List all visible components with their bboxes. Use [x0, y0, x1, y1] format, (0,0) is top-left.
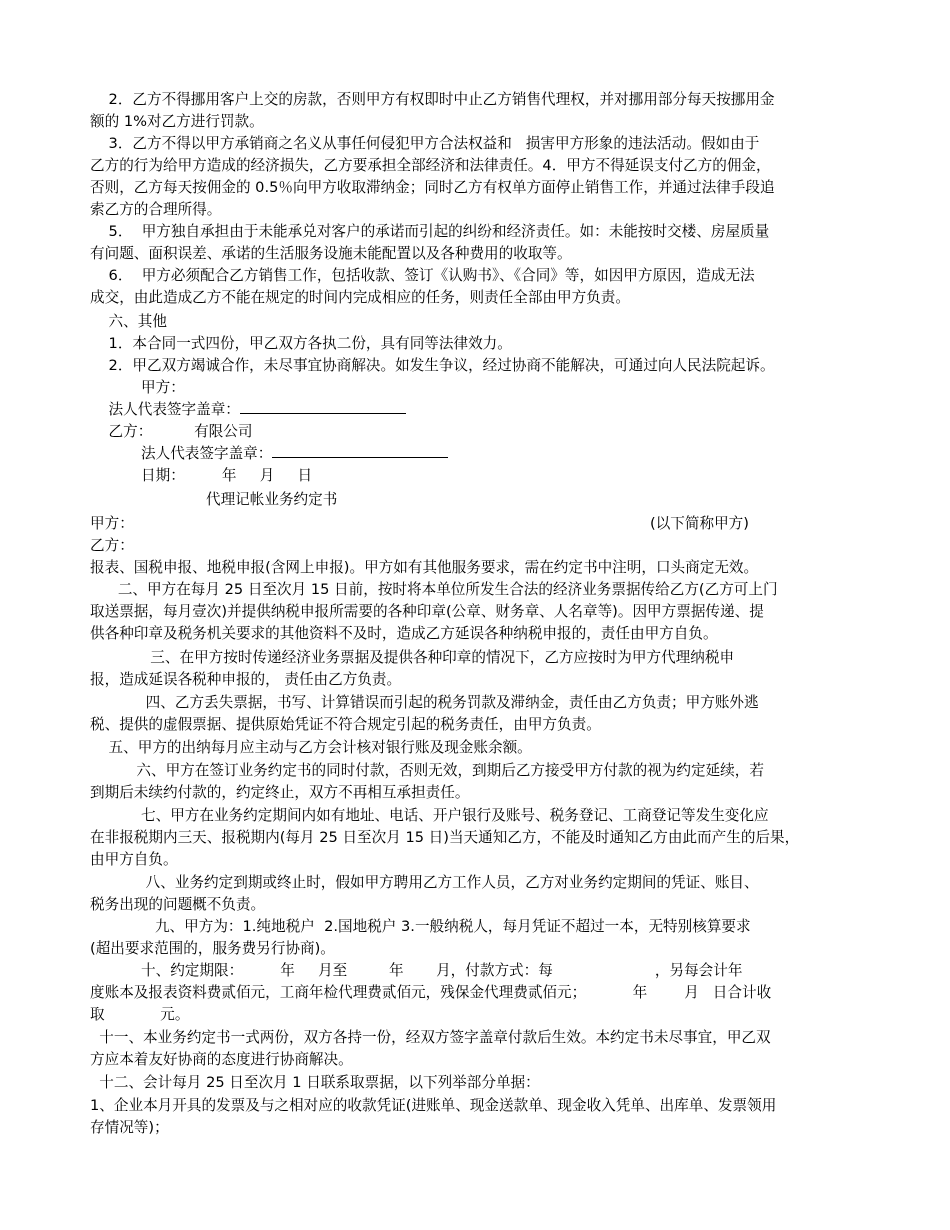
text-line: 十一、本业务约定书一式两份，双方各持一份，经双方签字盖章付款后生效。本约定书未尽事宜，甲乙双 [90, 1029, 771, 1046]
text-line: 成交，由此造成乙方不能在规定的时间内完成相应的任务，则责任全部由甲方负责。 [90, 289, 630, 306]
text-line: 四、乙方丢失票据，书写、计算错误而引起的税务罚款及滞纳金，责任由乙方负责；甲方账外逃 [90, 694, 759, 711]
text-line: 十、约定期限： 年 月至 年 月，付款方式：每 ，另每会计年 [90, 962, 743, 979]
signature-label: 法人代表签字盖章： [90, 401, 240, 418]
text-line: 十二、会计每月 25 日至次月 1 日联系取票据，以下列举部分单据： [90, 1074, 540, 1091]
party-b-line: 乙方： [90, 537, 134, 554]
text-line: 税务出现的问题概不负责。 [90, 896, 266, 913]
text-line: 五、甲方的出纳每月应主动与乙方会计核对银行账及现金账余额。 [90, 739, 532, 756]
text-line: (超出要求范围的，服务费另行协商)。 [90, 940, 335, 957]
signature-line [90, 443, 448, 465]
signature-label: 法人代表签字盖章： [90, 445, 273, 462]
date-line: 日期： 年 月 日 [90, 467, 313, 484]
text-line: 5． 甲方独自承担由于未能承兑对客户的承诺而引起的纠纷和经济责任。如：未能按时交楼、房屋质量 [90, 223, 770, 240]
text-line: 三、在甲方按时传递经济业务票据及提供各种印章的情况下，乙方应按时为甲方代理纳税申 [90, 649, 735, 666]
text-line: 1．本合同一式四份，甲乙双方各执二份，具有同等法律效力。 [90, 335, 512, 352]
text-line: 报，造成延误各税种申报的， 责任由乙方负责。 [90, 671, 402, 688]
text-line: 在非报税期内三天、报税期内(每月 25 日至次月 15 日)当天通知乙方，不能及时通知乙方由此而产生的后果， [90, 829, 800, 846]
document-title: 代理记帐业务约定书 [90, 491, 338, 508]
section-heading: 六、其他 [90, 313, 167, 330]
party-a-label: 甲方： [90, 379, 185, 396]
text-line: 3．乙方不得以甲方承销商之名义从事任何侵犯甲方合法权益和 损害甲方形象的违法活动。假如由于 [90, 135, 760, 152]
text-line: 存情况等)； [90, 1119, 169, 1136]
text-line: 乙方的行为给甲方造成的经济损失，乙方要承担全部经济和法律责任。4．甲方不得延误支付乙方的佣金， [90, 157, 771, 174]
text-line: 2．甲乙双方竭诚合作，未尽事宜协商解决。如发生争议，经过协商不能解决，可通过向人民法院起诉。 [90, 357, 775, 374]
text-line: 方应本着友好协商的态度进行协商解决。 [90, 1051, 353, 1068]
party-b-label: 乙方： 有限公司 [90, 423, 253, 440]
text-line: 取 元。 [90, 1006, 190, 1023]
text-line: 2．乙方不得挪用客户上交的房款，否则甲方有权即时中止乙方销售代理权，并对挪用部分每天按挪用金 [90, 91, 775, 108]
party-a-line: 甲方： [90, 515, 134, 532]
text-line: 二、甲方在每月 25 日至次月 15 日前，按时将本单位所发生合法的经济业务票据传给乙方(乙方可上门 [90, 581, 778, 598]
text-line: 报表、国税申报、地税申报(含网上申报)。甲方如有其他服务要求，需在约定书中注明，口头商定无效。 [90, 559, 759, 576]
text-line: 供各种印章及税务机关要求的其他资料不及时，造成乙方延误各种纳税申报的，责任由甲方自负。 [90, 625, 718, 642]
text-line: 六、甲方在签订业务约定书的同时付款，否则无效，到期后乙方接受甲方付款的视为约定延续，若 [90, 762, 764, 779]
text-line: 税、提供的虚假票据、提供原始凭证不符合规定引起的税务责任，由甲方负责。 [90, 716, 601, 733]
signature-line [90, 399, 406, 421]
text-line: 七、甲方在业务约定期间内如有地址、电话、开户银行及账号、税务登记、工商登记等发生变化应 [90, 807, 769, 824]
text-line: 到期后未续约付款的，约定终止，双方不再相互承担责任。 [90, 784, 470, 801]
text-line: 否则，乙方每天按佣金的 0.5％向甲方收取滞纳金；同时乙方有权单方面停止销售工作，并通过法律手段追 [90, 179, 775, 196]
signature-blank [240, 399, 406, 414]
signature-blank [272, 443, 448, 458]
party-a-abbrev: (以下简称甲方) [650, 515, 749, 532]
text-line: 有问题、面积误差、承诺的生活服务设施未能配置以及各种费用的收取等。 [90, 245, 572, 262]
text-line: 八、业务约定到期或终止时，假如甲方聘用乙方工作人员，乙方对业务约定期间的凭证、账目、 [90, 874, 759, 891]
text-line: 6． 甲方必须配合乙方销售工作，包括收款、签订《认购书》、《合同》等，如因甲方原因，造成无法 [90, 267, 755, 284]
text-line: 1、企业本月开具的发票及与之相对应的收款凭证(进账单、现金送款单、现金收入凭单、出库单、发票领用 [90, 1097, 777, 1114]
text-line: 由甲方自负。 [90, 851, 178, 868]
text-line: 索乙方的合理所得。 [90, 201, 222, 218]
text-line: 取送票据，每月壹次)并提供纳税申报所需要的各种印章(公章、财务章、人名章等)。因甲方票据传递、提 [90, 603, 764, 620]
text-line: 九、甲方为：1.纯地税户 2.国地税户 3.一般纳税人，每月凭证不超过一本，无特别核算要求 [90, 918, 751, 935]
text-line: 额的 1%对乙方进行罚款。 [90, 113, 264, 130]
text-line: 度账本及报表资料费贰佰元，工商年检代理费贰佰元，残保金代理费贰佰元； 年 月 日合计收 [90, 984, 772, 1001]
